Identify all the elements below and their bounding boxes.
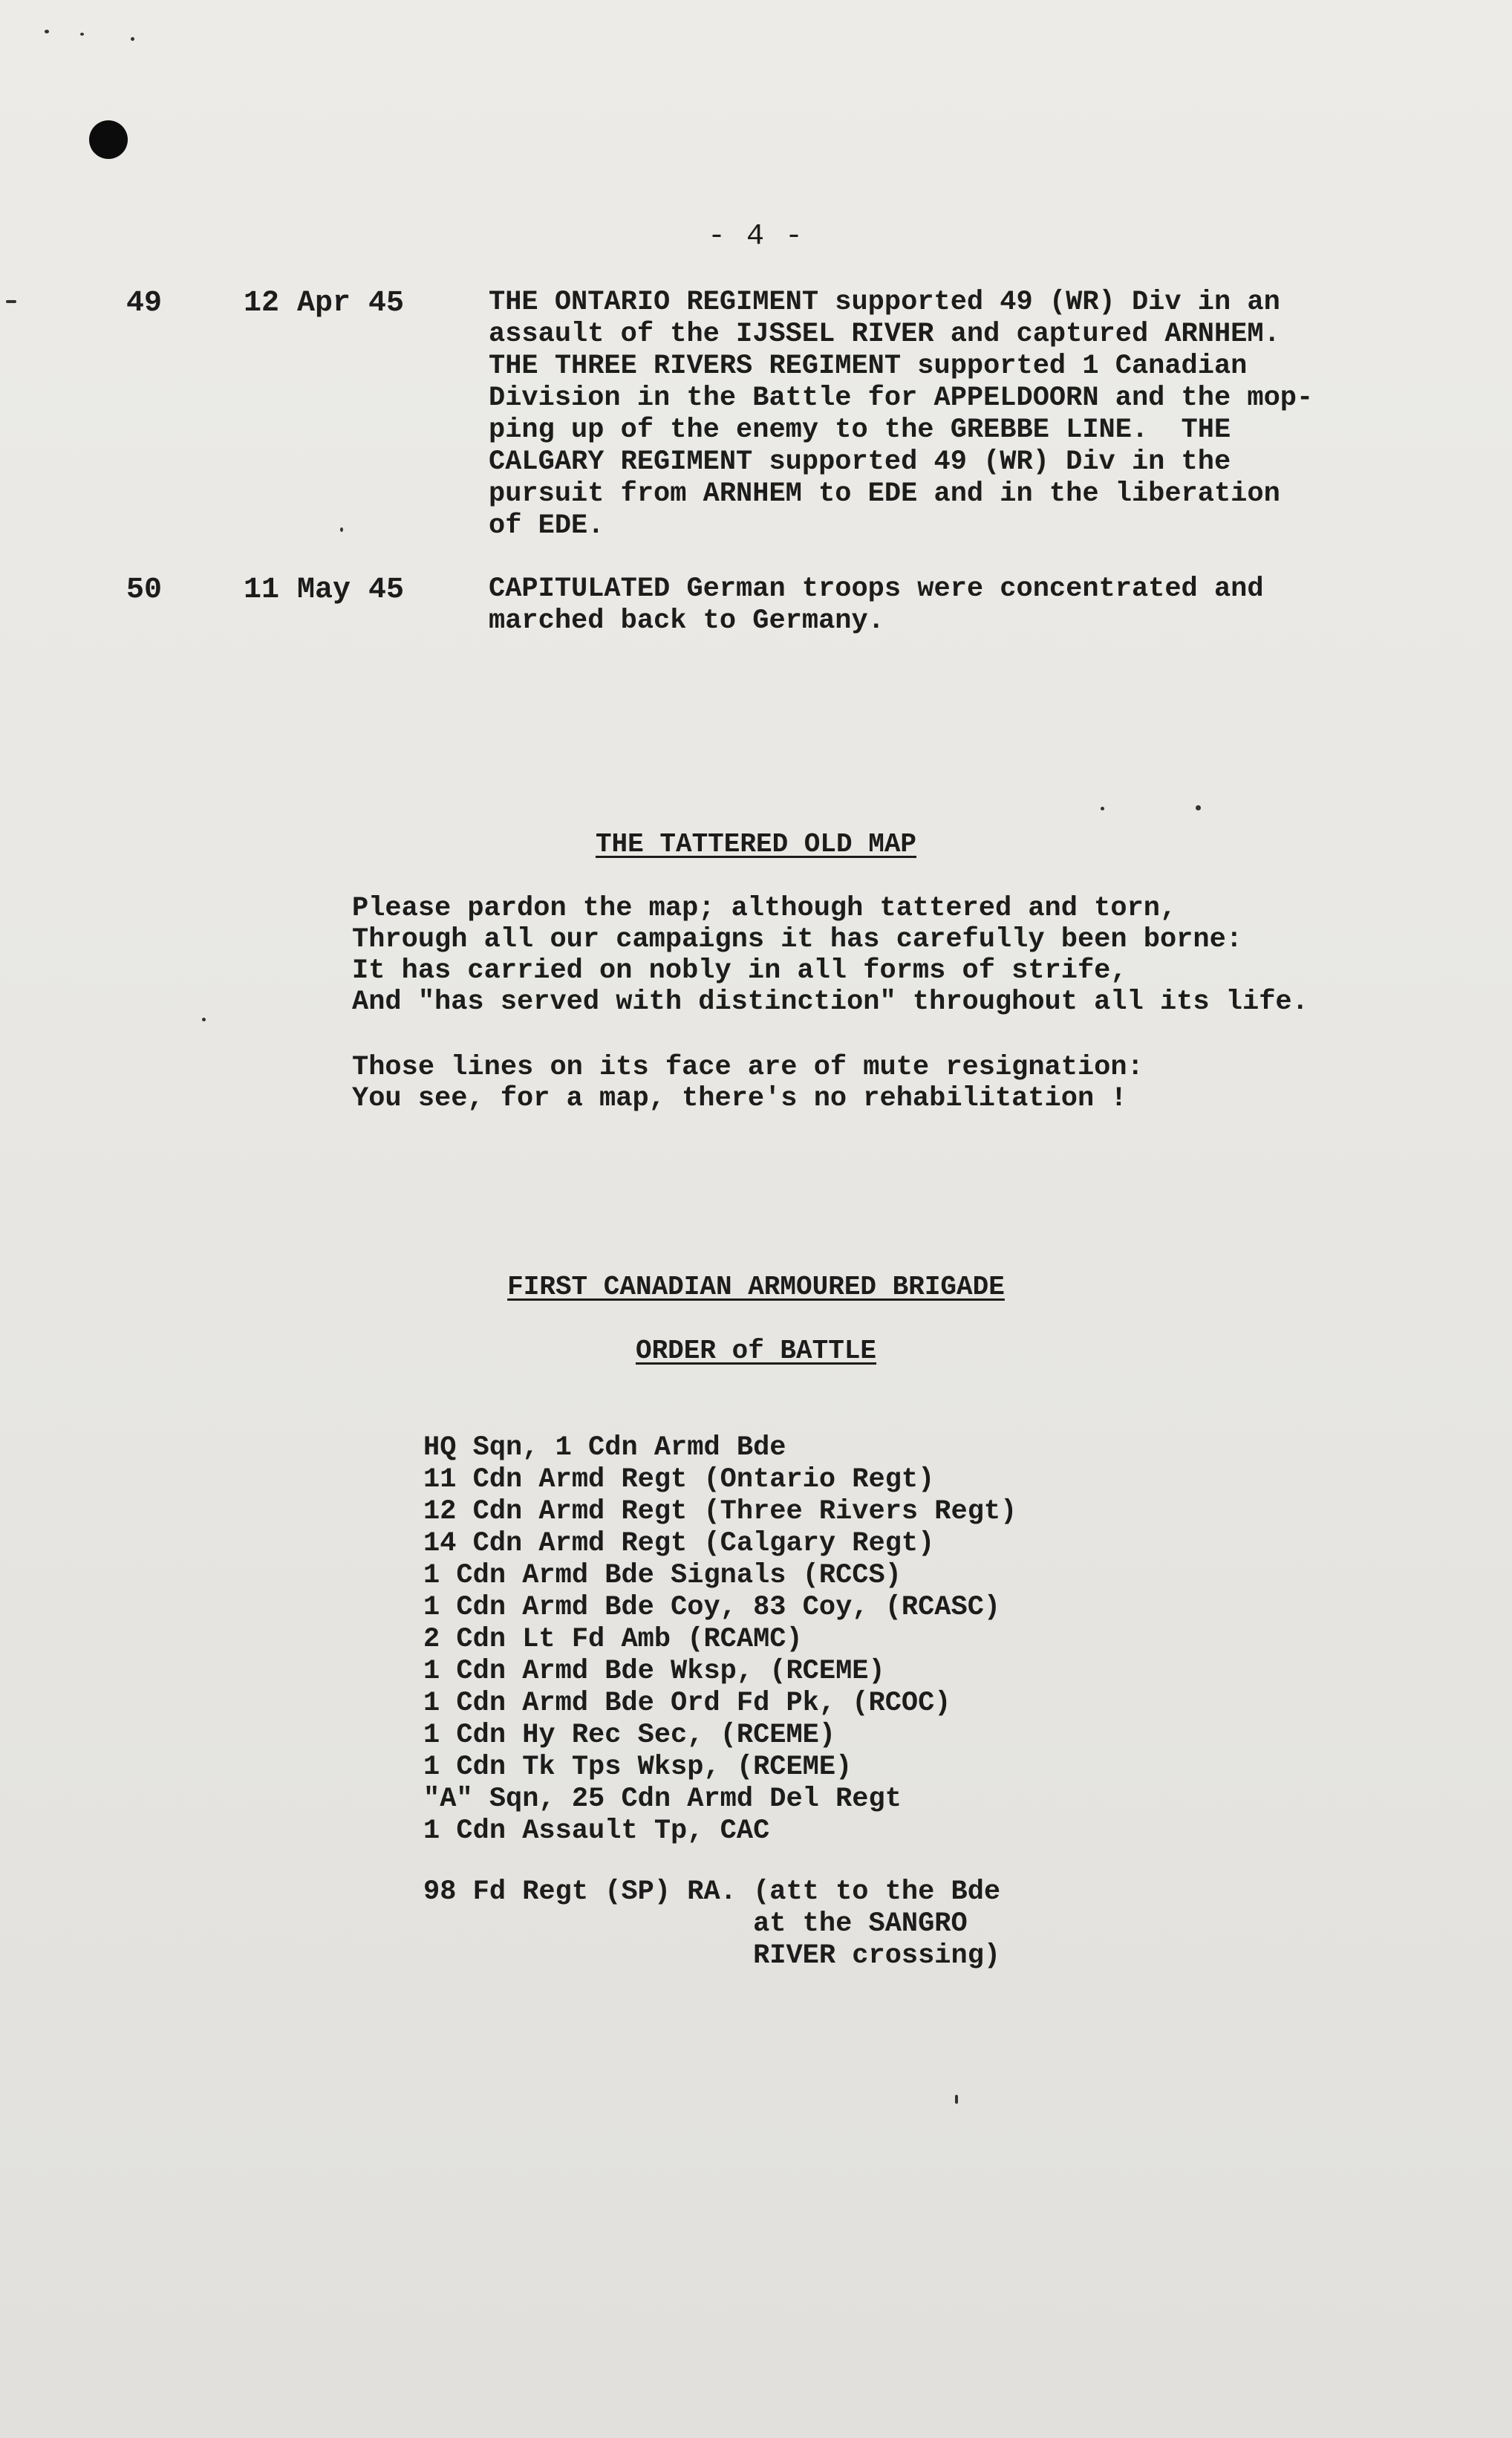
poem-stanza xyxy=(352,1052,1144,1114)
paper-speck xyxy=(80,33,84,36)
entry-line: Division in the Battle for APPELDOORN and the mop- xyxy=(489,383,1314,414)
entry-line: THE ONTARIO REGIMENT supported 49 (WR) Div in an xyxy=(489,287,1280,318)
poem-line: You see, for a map, there's no rehabilitation ! xyxy=(352,1083,1127,1114)
entry-line: CAPITULATED German troops were concentrated and xyxy=(489,573,1264,605)
entry-date: 11 May 45 xyxy=(244,573,405,607)
unit-item: 1 Cdn Tk Tps Wksp, (RCEME) xyxy=(423,1752,853,1783)
unit-item: 1 Cdn Hy Rec Sec, (RCEME) xyxy=(423,1720,836,1751)
entry-line: ping up of the enemy to the GREBBE LINE. THE xyxy=(489,415,1231,446)
unit-item: 11 Cdn Armd Regt (Ontario Regt) xyxy=(423,1464,935,1495)
unit-list xyxy=(423,1432,1017,1847)
attached-unit xyxy=(423,1876,1000,1972)
entry-line: assault of the IJSSEL RIVER and captured ARNHEM. xyxy=(489,319,1280,350)
paper-speck xyxy=(1101,807,1104,810)
poem-stanza xyxy=(352,893,1309,1018)
attached-line: RIVER crossing) xyxy=(423,1940,1001,1971)
attached-line: 98 Fd Regt (SP) RA. (att to the Bde xyxy=(423,1876,1001,1908)
paper-speck xyxy=(202,1018,206,1021)
unit-item: 1 Cdn Assault Tp, CAC xyxy=(423,1816,770,1847)
paper-speck xyxy=(1196,805,1201,810)
entry-number: 49 xyxy=(126,287,163,320)
unit-item: 1 Cdn Armd Bde Ord Fd Pk, (RCOC) xyxy=(423,1688,951,1719)
paper-speck xyxy=(131,37,134,41)
unit-item: 12 Cdn Armd Regt (Three Rivers Regt) xyxy=(423,1496,1017,1527)
unit-item: 1 Cdn Armd Bde Coy, 83 Coy, (RCASC) xyxy=(423,1592,1001,1623)
paper-speck xyxy=(955,2095,958,2104)
paper-speck xyxy=(6,300,16,303)
entry-line: of EDE. xyxy=(489,510,605,542)
poem-line: Those lines on its face are of mute resignation: xyxy=(352,1052,1144,1083)
unit-item: HQ Sqn, 1 Cdn Armd Bde xyxy=(423,1432,786,1463)
entry-number: 50 xyxy=(126,573,163,607)
attached-line: at the SANGRO xyxy=(423,1908,968,1940)
poem-line: Please pardon the map; although tattered and torn, xyxy=(352,893,1177,924)
unit-item: 14 Cdn Armd Regt (Calgary Regt) xyxy=(423,1528,935,1559)
entry-text xyxy=(489,287,1469,542)
brigade-title: FIRST CANADIAN ARMOURED BRIGADE xyxy=(507,1272,1005,1302)
entry-line: pursuit from ARNHEM to EDE and in the liberation xyxy=(489,478,1280,510)
poem-title: THE TATTERED OLD MAP xyxy=(595,829,917,859)
poem-line: It has carried on nobly in all forms of strife, xyxy=(352,955,1127,986)
entry-line: marched back to Germany. xyxy=(489,605,884,637)
entry-date: 12 Apr 45 xyxy=(244,287,405,320)
entry-line: THE THREE RIVERS REGIMENT supported 1 Canadian xyxy=(489,351,1248,382)
order-of-battle-subtitle: ORDER of BATTLE xyxy=(635,1336,877,1366)
punch-hole-mark xyxy=(89,120,128,159)
poem-line: Through all our campaigns it has carefully been borne: xyxy=(352,924,1242,955)
unit-item: 2 Cdn Lt Fd Amb (RCAMC) xyxy=(423,1624,803,1655)
paper-speck xyxy=(340,527,343,532)
page-number: - 4 - xyxy=(707,220,805,253)
paper-speck xyxy=(45,30,49,33)
poem-line: And "has served with distinction" throughout all its life. xyxy=(352,986,1309,1018)
unit-item: "A" Sqn, 25 Cdn Armd Del Regt xyxy=(423,1784,902,1815)
unit-item: 1 Cdn Armd Bde Signals (RCCS) xyxy=(423,1560,902,1591)
unit-item: 1 Cdn Armd Bde Wksp, (RCEME) xyxy=(423,1656,885,1687)
entry-line: CALGARY REGIMENT supported 49 (WR) Div in the xyxy=(489,446,1231,478)
entry-text xyxy=(489,573,1469,637)
